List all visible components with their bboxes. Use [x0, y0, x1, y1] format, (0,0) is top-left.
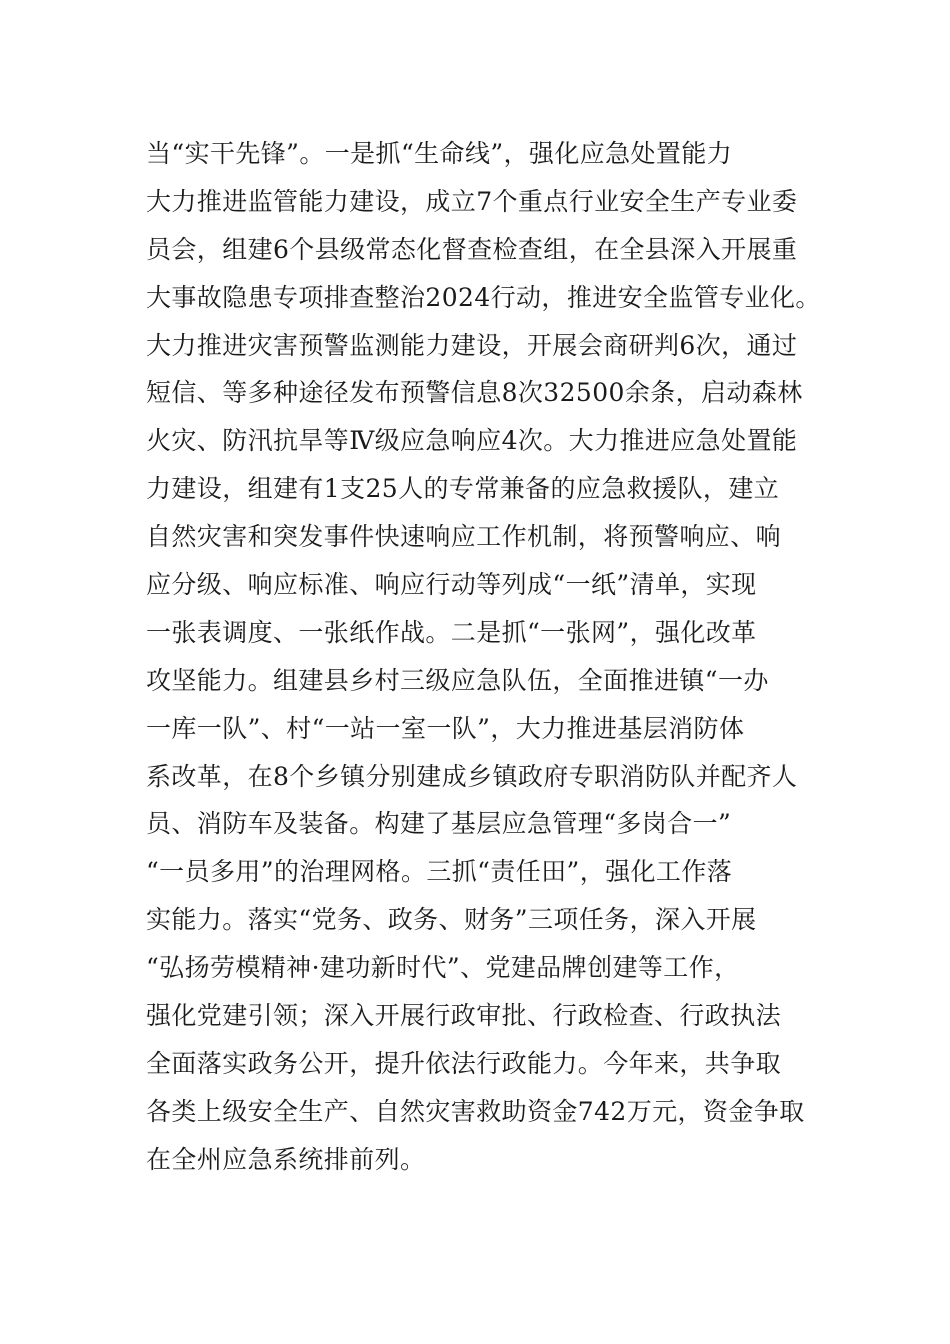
text-line: 员会，组建6个县级常态化督查检查组，在全县深入开展重 [146, 234, 798, 264]
text-line: “弘扬劳模精神·建功新时代”、党建品牌创建等工作， [146, 953, 740, 983]
text-line: 应分级、响应标准、响应行动等列成“一纸”清单，实现 [146, 570, 757, 600]
text-line: “一员多用”的治理网格。三抓“责任田”，强化工作落 [146, 857, 733, 887]
text-line: 自然灾害和突发事件快速响应工作机制，将预警响应、响 [146, 522, 782, 552]
text-line: 攻坚能力。组建县乡村三级应急队伍，全面推进镇“一办 [146, 665, 769, 695]
text-line: 当“实干先锋”。一是抓“生命线”，强化应急处置能力 [146, 139, 733, 168]
body-paragraph [146, 130, 836, 1184]
text-line: 强化党建引领；深入开展行政审批、行政检查、行政执法 [146, 1001, 782, 1031]
text-line: 大事故隐患专项排查整治2024行动，推进安全监管专业化。 [146, 282, 821, 312]
text-line: 各类上级安全生产、自然灾害救助资金742万元，资金争取 [146, 1096, 805, 1126]
text-line: 短信、等多种途径发布预警信息8次32500余条，启动森林 [146, 378, 803, 408]
text-line: 实能力。落实“党务、政务、财务”三项任务，深入开展 [146, 905, 757, 935]
text-line: 一张表调度、一张纸作战。二是抓“一张网”，强化改革 [146, 617, 757, 647]
text-line: 力建设，组建有1支25人的专常兼备的应急救援队，建立 [146, 474, 780, 504]
text-line: 在全州应急系统排前列。 [146, 1144, 426, 1174]
text-line: 系改革，在8个乡镇分别建成乡镇政府专职消防队并配齐人 [146, 761, 798, 791]
text-line: 员、消防车及装备。构建了基层应急管理“多岗合一” [146, 809, 732, 839]
text-line: 大力推进灾害预警监测能力建设，开展会商研判6次，通过 [146, 330, 798, 360]
text-line: 一库一队”、村“一站一室一队”，大力推进基层消防体 [146, 713, 745, 743]
text-line: 大力推进监管能力建设，成立7个重点行业安全生产专业委 [146, 186, 798, 216]
text-line: 火灾、防汛抗旱等Ⅳ级应急响应4次。大力推进应急处置能 [146, 426, 798, 456]
text-line: 全面落实政务公开，提升依法行政能力。今年来，共争取 [146, 1048, 782, 1078]
